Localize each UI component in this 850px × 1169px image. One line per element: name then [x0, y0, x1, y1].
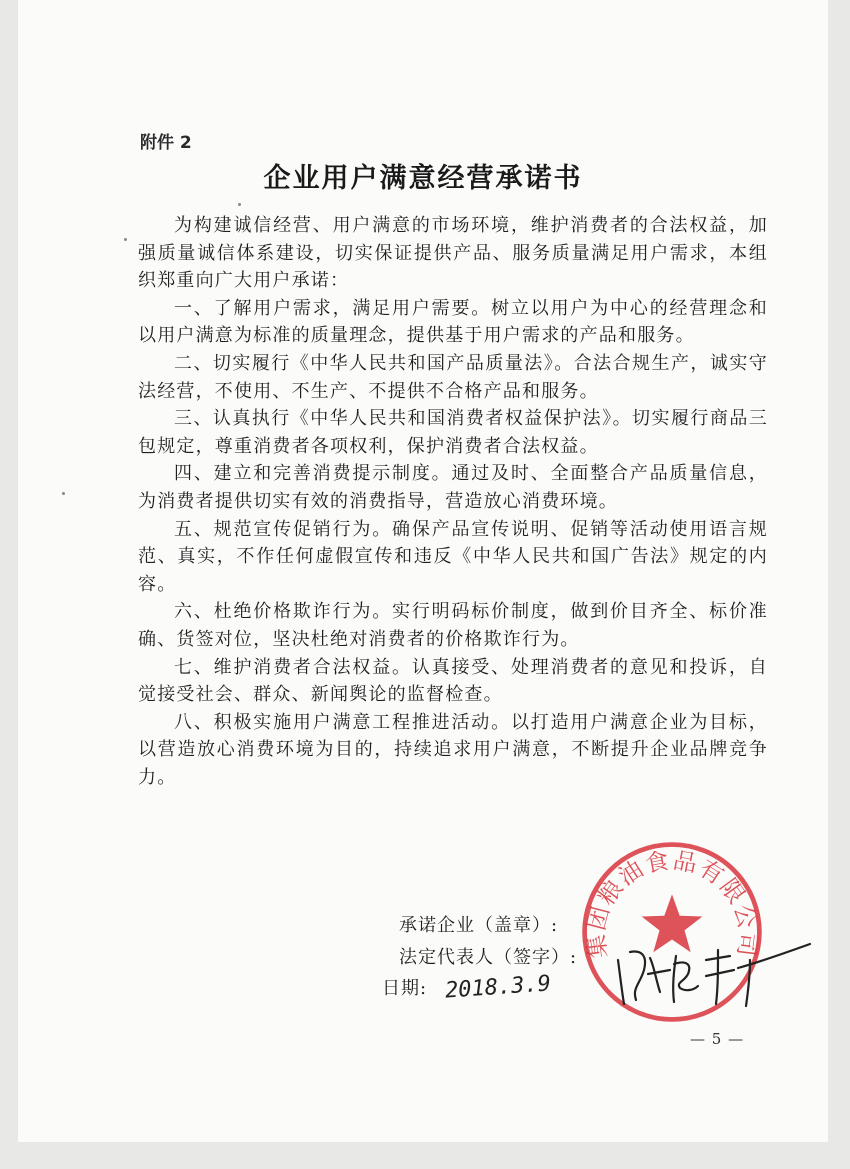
- company-seal-label: 承诺企业（盖章）:: [399, 915, 559, 936]
- paragraph-item-6: 六、杜绝价格欺诈行为。实行明码标价制度，做到价目齐全、标价准确、货签对位，坚决杜绝对消费者的价格欺诈行为。: [138, 601, 768, 650]
- paragraph-item-2: 二、切实履行《中华人民共和国产品质量法》。合法合规生产，诚实守法经营，不使用、不生产、不提供不合格产品和服务。: [138, 352, 768, 402]
- page-number: — 5 —: [690, 1030, 745, 1048]
- document-body: [138, 212, 768, 791]
- document-page: [18, 0, 828, 1142]
- paragraph-item-5: 五、规范宣传促销行为。确保产品宣传说明、促销等活动使用语言规范、真实，不作任何虚假宣传和违反《中华人民共和国广告法》规定的内容。: [138, 518, 768, 595]
- document-title: 企业用户满意经营承诺书: [263, 163, 583, 194]
- paragraph-item-8: 八、积极实施用户满意工程推进活动。以打造用户满意企业为目标，以营造放心消费环境为目的，持续追求用户满意，不断提升企业品牌竞争力。: [138, 711, 768, 788]
- paragraph-item-7: 七、维护消费者合法权益。认真接受、处理消费者的意见和投诉，自觉接受社会、群众、新闻舆论的监督检查。: [138, 656, 768, 706]
- handwritten-date: 2018.3.9: [444, 971, 552, 1004]
- paper-speck: [124, 238, 127, 241]
- paragraph-item-4: 四、建立和完善消费提示制度。通过及时、全面整合产品质量信息，为消费者提供切实有效的消费指导，营造放心消费环境。: [138, 463, 768, 512]
- paper-speck: [62, 492, 65, 495]
- paper-speck: [238, 203, 241, 206]
- date-label: 日期:: [382, 978, 428, 999]
- paragraph-item-1: 一、了解用户需求，满足用户需要。树立以用户为中心的经营理念和以用户满意为标准的质量理念，提供基于用户需求的产品和服务。: [138, 297, 768, 347]
- seal-text: 集团粮油食品有限公司: [581, 845, 763, 960]
- paragraph-intro: 为构建诚信经营、用户满意的市场环境，维护消费者的合法权益，加强质量诚信体系建设，切实保证提供产品、服务质量满足用户需求，本组织郑重向广大用户承诺：: [138, 215, 768, 292]
- representative-label: 法定代表人（签字）:: [399, 947, 578, 968]
- handwritten-signature: [610, 930, 815, 1010]
- attachment-label: 附件 2: [140, 133, 192, 153]
- paragraph-item-3: 三、认真执行《中华人民共和国消费者权益保护法》。切实履行商品三包规定，尊重消费者各项权利，保护消费者合法权益。: [138, 408, 768, 457]
